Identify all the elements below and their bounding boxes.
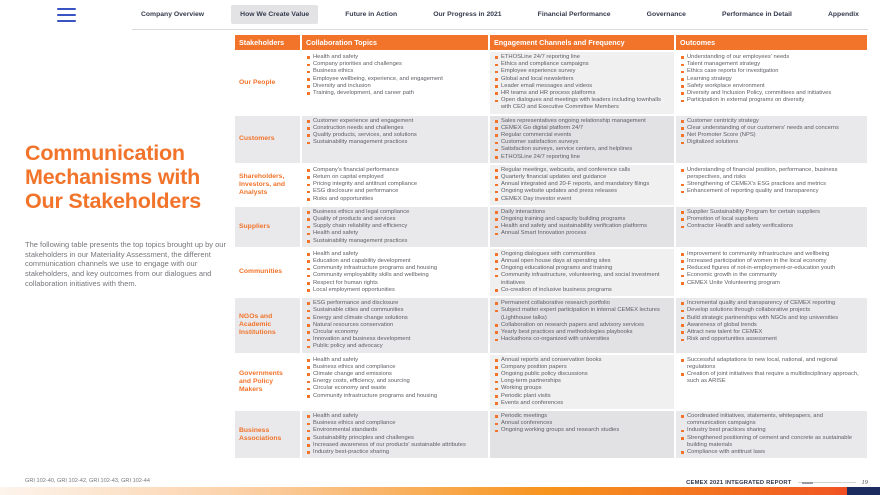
nav-item-how-we-create-value[interactable]: How We Create Value	[231, 5, 318, 24]
nav-item-company-overview[interactable]: Company Overview	[141, 11, 205, 18]
bullet-item: Quality products, services, and solutions	[306, 132, 483, 139]
bullet-item: Risk and opportunities assessment	[680, 336, 862, 343]
bullet-item: Respect for human rights	[306, 280, 483, 287]
bullet-item: Digitalized solutions	[680, 139, 862, 146]
table-row	[235, 298, 867, 352]
bullet-item: Health and safety	[306, 357, 483, 364]
cell-channels	[490, 207, 674, 247]
bullet-item: Understanding of our employees' needs	[680, 54, 862, 61]
bullet-item: Hackathons co-organized with universities	[494, 336, 669, 343]
cell-outcomes	[676, 207, 867, 247]
bullet-item: CEMEX Day investor event	[494, 196, 669, 203]
top-nav-bar	[0, 0, 880, 30]
stakeholder-label: Business Associations	[235, 411, 300, 458]
bullet-item: Reduced figures of not-in-employment-or-education youth	[680, 265, 862, 272]
bullet-item: Health and safety	[306, 230, 483, 237]
cell-topics	[302, 411, 488, 458]
bullet-item: Ethics case reports for investigation	[680, 68, 862, 75]
cell-outcomes	[676, 298, 867, 352]
bullet-item: Annual open house days at operating sites	[494, 258, 669, 265]
bullet-item: Collaboration on research papers and advisory services	[494, 322, 669, 329]
bullet-item: Business ethics	[306, 68, 483, 75]
bullet-item: Ongoing public policy discussions	[494, 371, 669, 378]
bullet-item: Enhancement of reporting quality and transparency	[680, 188, 862, 195]
gri-reference: GRI 102-40, GRI 102-42, GRI 102-43, GRI 102-44	[25, 478, 150, 484]
bullet-item: ESG disclosure and performance	[306, 188, 483, 195]
intro-paragraph: The following table presents the top topics brought up by our stakeholders in our Materiality Assessment, the different communication channels we use to engage with our stakeholders, and key outcomes from our dialogues and collaboration initiatives with them.	[25, 240, 226, 288]
bullet-item: ETHOSLine 24/7 reporting line	[494, 54, 669, 61]
nav-item-performance-in-detail[interactable]: Performance in Detail	[722, 11, 792, 18]
bullet-item: Health and safety	[306, 413, 483, 420]
bottom-gradient-bar	[0, 487, 880, 495]
bullet-item: Sustainability management practices	[306, 238, 483, 245]
bullet-item: Annual reports and conservation books	[494, 357, 669, 364]
bullet-item: Working groups	[494, 385, 669, 392]
bullet-item: Open dialogues and meetings with leaders including townhalls with CEO and Executive Committee Members	[494, 97, 669, 111]
table-row	[235, 52, 867, 114]
bullet-item: Incremental quality and transparency of CEMEX reporting	[680, 300, 862, 307]
nav-item-governance[interactable]: Governance	[646, 11, 686, 18]
stakeholder-label: Communities	[235, 249, 300, 296]
bullet-item: Health and safety	[306, 251, 483, 258]
bullet-item: CEMEX Go digital platform 24/7	[494, 125, 669, 132]
nav-item-our-progress-in-2021[interactable]: Our Progress in 2021	[433, 11, 502, 18]
bullet-item: Subject matter expert participation in internal CEMEX lectures (Lighthouse talks)	[494, 307, 669, 321]
bullet-item: Company position papers	[494, 364, 669, 371]
bullet-item: Attract new talent for CEMEX	[680, 329, 862, 336]
bullet-item: Community infrastructure, volunteering, and social investment initiatives	[494, 272, 669, 286]
bullet-item: Creation of joint initiatives that require a multidisciplinary approach, such as ARISE	[680, 371, 862, 385]
bullet-item: Return on capital employed	[306, 174, 483, 181]
bullet-item: Annual Smart Innovation process	[494, 230, 669, 237]
column-header: Engagement Channels and Frequency	[490, 35, 674, 50]
cell-outcomes	[676, 52, 867, 114]
bullet-item: Long-term partnerships	[494, 378, 669, 385]
bullet-item: Ongoing educational programs and training	[494, 265, 669, 272]
cell-channels	[490, 411, 674, 458]
table-row	[235, 355, 867, 409]
bullet-item: Regular meetings, webcasts, and conference calls	[494, 167, 669, 174]
stakeholder-table	[235, 35, 867, 458]
bullet-item: Learning strategy	[680, 76, 862, 83]
bullet-item: Leader email messages and videos	[494, 83, 669, 90]
stakeholder-rows	[235, 52, 867, 458]
bullet-item: Business ethics and compliance	[306, 364, 483, 371]
page-progress-bar[interactable]	[798, 482, 856, 483]
bottom-navy-segment	[847, 487, 880, 495]
bullet-item: Health and safety and sustainability verification platforms	[494, 223, 669, 230]
bullet-item: Sustainability principles and challenges	[306, 435, 483, 442]
cell-channels	[490, 116, 674, 163]
bullet-item: Successful adaptations to new local, national, and regional regulations	[680, 357, 862, 371]
bullet-item: Yearly best practices and methodologies playbooks	[494, 329, 669, 336]
bullet-item: Environmental standards	[306, 427, 483, 434]
column-header: Collaboration Topics	[302, 35, 488, 50]
bullet-item: Innovation and business development	[306, 336, 483, 343]
report-title: CEMEX 2021 INTEGRATED REPORT	[686, 479, 792, 486]
bullet-item: Ongoing working groups and research studies	[494, 427, 669, 434]
bullet-item: Annual conferences	[494, 420, 669, 427]
bullet-item: Promotion of local suppliers	[680, 216, 862, 223]
bullet-item: Natural resources conservation	[306, 322, 483, 329]
bullet-item: Supplier Sustainability Program for certain suppliers	[680, 209, 862, 216]
bullet-item: Coordinated initiatives, statements, whitepapers, and communication campaigns	[680, 413, 862, 427]
bullet-item: Community infrastructure programs and housing	[306, 393, 483, 400]
bullet-item: Community employability skills and wellbeing	[306, 272, 483, 279]
bullet-item: Business ethics and legal compliance	[306, 209, 483, 216]
bullet-item: Co-creation of inclusive business programs	[494, 287, 669, 294]
page-number: 19	[861, 479, 868, 486]
bullet-item: Events and conferences	[494, 400, 669, 407]
bullet-item: Supply chain reliability and efficiency	[306, 223, 483, 230]
bullet-item: Industry best-practice sharing	[306, 449, 483, 456]
cell-outcomes	[676, 411, 867, 458]
bullet-item: Quarterly financial updates and guidance	[494, 174, 669, 181]
cell-topics	[302, 355, 488, 409]
bullet-item: Company's financial performance	[306, 167, 483, 174]
bullet-item: ESG performance and disclosure	[306, 300, 483, 307]
bullet-item: Sales representatives ongoing relationship management	[494, 118, 669, 125]
cell-topics	[302, 116, 488, 163]
cell-channels	[490, 355, 674, 409]
bullet-item: Economic growth in the community	[680, 272, 862, 279]
cell-outcomes	[676, 165, 867, 205]
bullet-item: Periodic meetings	[494, 413, 669, 420]
bullet-item: Sustainability management practices	[306, 139, 483, 146]
page-title: Communication Mechanisms with Our Stakeholders	[25, 141, 202, 214]
column-header: Stakeholders	[235, 35, 300, 50]
stakeholder-label: Customers	[235, 116, 300, 163]
bullet-item: Diversity and Inclusion Policy, committees and initiatives	[680, 90, 862, 97]
bullet-item: Periodic plant visits	[494, 393, 669, 400]
nav-item-financial-performance[interactable]: Financial Performance	[537, 11, 611, 18]
cell-topics	[302, 207, 488, 247]
nav-item-appendix[interactable]: Appendix	[828, 11, 859, 18]
bullet-item: Compliance with antitrust laws	[680, 449, 862, 456]
bullet-item: Understanding of financial position, performance, business perspectives, and risks	[680, 167, 862, 181]
cell-channels	[490, 298, 674, 352]
table-row	[235, 116, 867, 163]
bullet-item: Circular economy and waste	[306, 385, 483, 392]
bullet-item: Permanent collaborative research portfolio	[494, 300, 669, 307]
footer-right	[686, 479, 868, 486]
bullet-item: ETHOSLine 24/7 reporting line	[494, 154, 669, 161]
hamburger-menu-icon[interactable]	[57, 8, 76, 22]
bullet-item: Employee wellbeing, experience, and engagement	[306, 76, 483, 83]
nav-item-future-in-action[interactable]: Future in Action	[345, 11, 398, 18]
bullet-item: HR teams and HR process platforms	[494, 90, 669, 97]
stakeholder-label: Our People	[235, 52, 300, 114]
bullet-item: Public policy and advocacy	[306, 343, 483, 350]
bullet-item: Risks and opportunities	[306, 196, 483, 203]
bullet-item: Local employment opportunities	[306, 287, 483, 294]
bullet-item: Strengthening of CEMEX's ESG practices and metrics	[680, 181, 862, 188]
cell-outcomes	[676, 355, 867, 409]
bullet-item: Training, development, and career path	[306, 90, 483, 97]
cell-channels	[490, 165, 674, 205]
bullet-item: Customer experience and engagement	[306, 118, 483, 125]
bullet-item: Daily interactions	[494, 209, 669, 216]
stakeholder-label: Governments and Policy Makers	[235, 355, 300, 409]
stakeholder-label: Suppliers	[235, 207, 300, 247]
bullet-item: Business ethics and compliance	[306, 420, 483, 427]
bullet-item: Health and safety	[306, 54, 483, 61]
bullet-item: Circular economy	[306, 329, 483, 336]
bullet-item: Clear understanding of our customers' needs and concerns	[680, 125, 862, 132]
bullet-item: Ethics and compliance campaigns	[494, 61, 669, 68]
bullet-item: Ongoing dialogues with communities	[494, 251, 669, 258]
bullet-item: Build strategic partnerships with NGOs and top universities	[680, 315, 862, 322]
bullet-item: Customer satisfaction surveys	[494, 139, 669, 146]
bullet-item: Climate change and emissions	[306, 371, 483, 378]
bullet-item: Participation in external programs on diversity	[680, 97, 862, 104]
column-header: Outcomes	[676, 35, 867, 50]
bullet-item: Ongoing training and capacity building programs	[494, 216, 669, 223]
bullet-item: Industry best practices sharing	[680, 427, 862, 434]
cell-topics	[302, 52, 488, 114]
bullet-item: Increased awareness of our products' sustainable attributes	[306, 442, 483, 449]
bullet-item: Annual integrated and 20-F reports, and mandatory filings	[494, 181, 669, 188]
cell-outcomes	[676, 116, 867, 163]
cell-topics	[302, 165, 488, 205]
bullet-item: Employee experience survey	[494, 68, 669, 75]
cell-channels	[490, 52, 674, 114]
bullet-item: Awareness of global trends	[680, 322, 862, 329]
bullet-item: Global and local newsletters	[494, 76, 669, 83]
bullet-item: Quality of products and services	[306, 216, 483, 223]
bullet-item: Sustainable cities and communities	[306, 307, 483, 314]
cell-topics	[302, 298, 488, 352]
table-row	[235, 207, 867, 247]
cell-channels	[490, 249, 674, 296]
bullet-item: Contractor Health and safety verifications	[680, 223, 862, 230]
bullet-item: Construction needs and challenges	[306, 125, 483, 132]
bullet-item: Satisfaction surveys, service centers, and helplines	[494, 146, 669, 153]
stakeholder-label: NGOs and Academic Institutions	[235, 298, 300, 352]
bullet-item: Safety workplace environment	[680, 83, 862, 90]
stakeholder-label: Shareholders, Investors, and Analysts	[235, 165, 300, 205]
table-header-row	[235, 35, 867, 50]
bullet-item: CEMEX Unite Volunteering program	[680, 280, 862, 287]
bullet-item: Improvement to community infrastructure and wellbeing	[680, 251, 862, 258]
bullet-item: Energy costs, efficiency, and sourcing	[306, 378, 483, 385]
table-row	[235, 249, 867, 296]
bullet-item: Customer centricity strategy	[680, 118, 862, 125]
bullet-item: Education and capability development	[306, 258, 483, 265]
bullet-item: Ongoing website updates and press releases	[494, 188, 669, 195]
bullet-item: Energy and climate change solutions	[306, 315, 483, 322]
bullet-item: Strengthened positioning of cement and concrete as sustainable building materials	[680, 435, 862, 449]
cell-outcomes	[676, 249, 867, 296]
bullet-item: Increased participation of women in the local economy	[680, 258, 862, 265]
bullet-item: Company priorities and challenges	[306, 61, 483, 68]
cell-topics	[302, 249, 488, 296]
bullet-item: Regular commercial events	[494, 132, 669, 139]
table-row	[235, 411, 867, 458]
intro-panel	[25, 141, 231, 288]
nav-items	[132, 0, 868, 30]
bullet-item: Talent management strategy	[680, 61, 862, 68]
bullet-item: Community infrastructure programs and housing	[306, 265, 483, 272]
bullet-item: Net Promoter Score (NPS)	[680, 132, 862, 139]
bullet-item: Pricing integrity and antitrust compliance	[306, 181, 483, 188]
table-row	[235, 165, 867, 205]
bullet-item: Diversity and inclusion	[306, 83, 483, 90]
bullet-item: Develop solutions through collaborative projects	[680, 307, 862, 314]
